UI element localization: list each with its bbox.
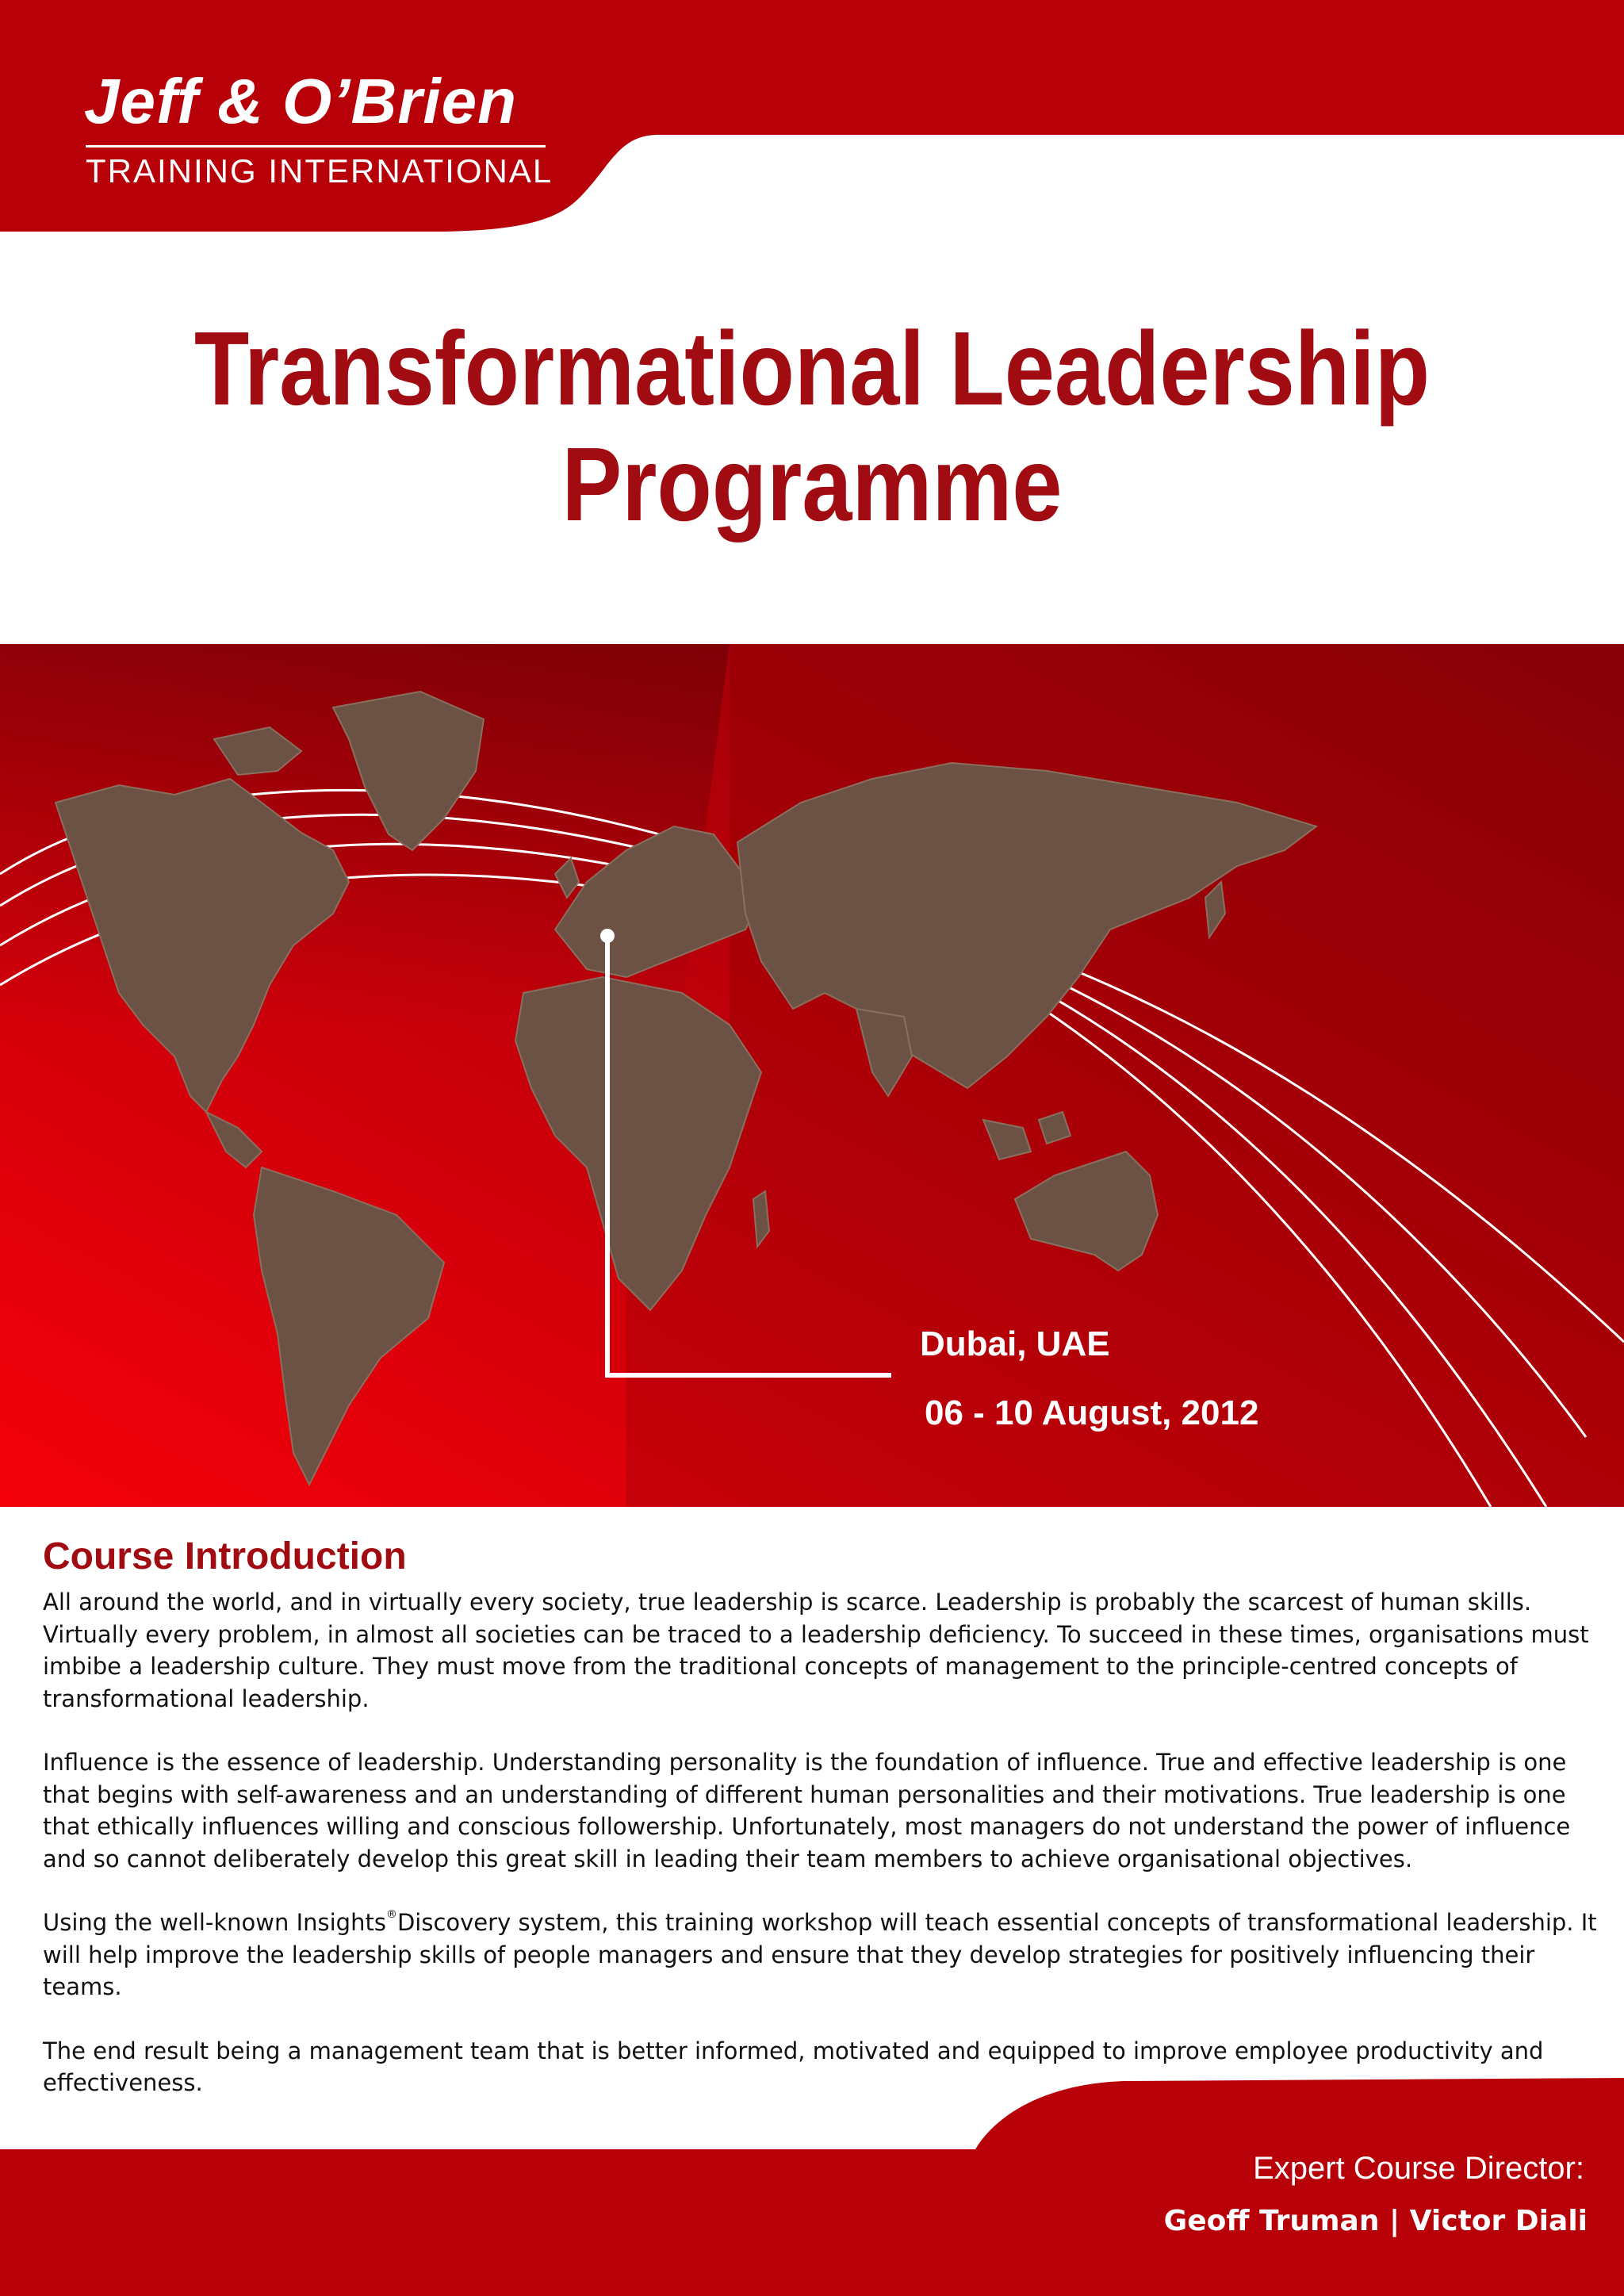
course-director-names: Geoff Truman | Victor Diali <box>1163 2205 1588 2237</box>
footer-red-shape <box>0 2078 1624 2296</box>
brand-logo-subtitle: TRAINING INTERNATIONAL <box>86 152 553 190</box>
footer-band <box>0 2078 1624 2296</box>
page-title-line-1: Transformational Leadership <box>193 310 1431 427</box>
intro-paragraph-4: The end result being a management team that is better informed, motivated and equipped to improve employee productivity and effectiveness. <box>43 2037 1544 2096</box>
intro-paragraph-3 <box>43 1907 1597 2003</box>
course-intro-heading: Course Introduction <box>43 1535 407 1577</box>
course-intro-body <box>43 1586 1597 2131</box>
intro-paragraph-1: All around the world, and in virtually every society, true leadership is scarce. Leadership is probably the scarcest of human skills. Virtually every problem, in almost all societies can be traced to a leadership deficiency. To succeed in these times, organisations must imbibe a leadership culture. They must move from the traditional concepts of management to the principle-centred concepts of transformational leadership. <box>43 1589 1589 1712</box>
event-location: Dubai, UAE <box>920 1324 1110 1363</box>
brand-logo-name: Jeff & O’Brien <box>84 66 517 136</box>
world-map-banner <box>0 644 1624 1507</box>
brand-logo-rule <box>86 145 546 148</box>
event-dates: 06 - 10 August, 2012 <box>925 1393 1259 1432</box>
page-title <box>113 311 1510 542</box>
page-title-line-2: Programme <box>561 426 1063 542</box>
registered-mark: ® <box>385 1908 397 1921</box>
intro-paragraph-2: Influence is the essence of leadership. Understanding personality is the foundation of influence. True and effective leadership is one that begins with self-awareness and an understanding of different human personalities and their motivations. True leadership is one that ethically influences willing and conscious followership. Unfortunately, most managers do not understand the power of influence and so cannot deliberately develop this great skill in leading their team members to achieve organisational objectives. <box>43 1749 1571 1872</box>
intro-paragraph-3-start: Using the well-known Insights <box>43 1909 386 1936</box>
intro-paragraph-3-rest: Discovery system, this training workshop will teach essential concepts of transformational leadership. It will help improve the leadership skills of people managers and ensure that they develop strategies for positively influencing their teams. <box>43 1909 1597 2000</box>
course-director-label: Expert Course Director: <box>1253 2151 1584 2186</box>
